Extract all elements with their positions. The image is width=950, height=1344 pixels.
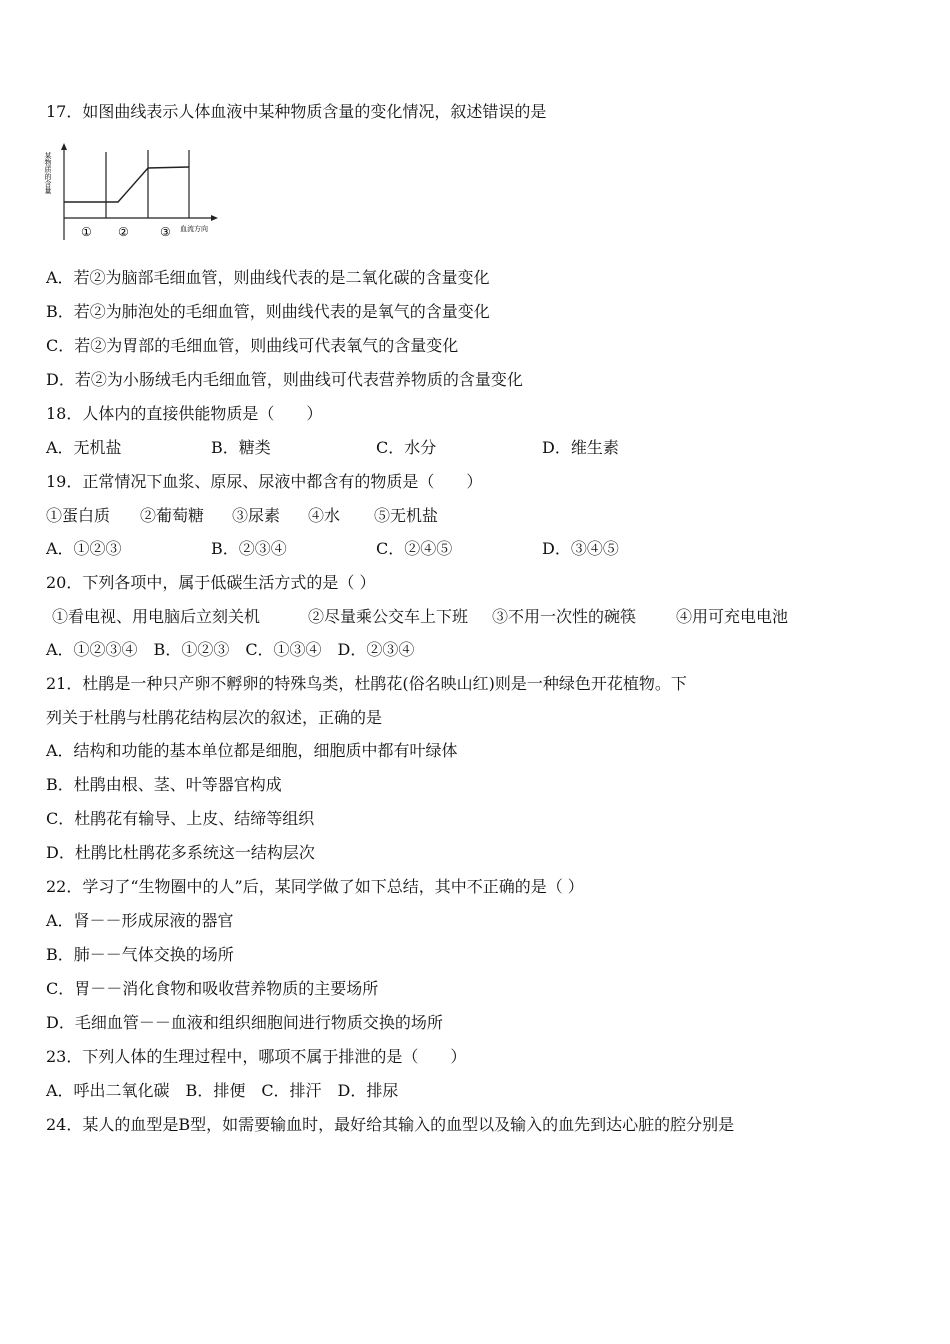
q18-option-d: D．维生素 bbox=[542, 438, 619, 457]
q20-stem: 20．下列各项中，属于低碳生活方式的是（ ） bbox=[46, 573, 376, 592]
q20-item-3: ③不用一次性的碗筷 bbox=[492, 607, 637, 626]
q18-option-b: B．糖类 bbox=[211, 438, 271, 457]
q19-option-a: A．①②③ bbox=[46, 539, 122, 558]
q21-option-b: B．杜鹃由根、茎、叶等器官构成 bbox=[46, 775, 282, 794]
q21-stem-line1: 21．杜鹃是一种只产卵不孵卵的特殊鸟类，杜鹃花(俗名映山红)则是一种绿色开花植物。下 bbox=[46, 674, 687, 693]
q17-seg-3: ③ bbox=[160, 225, 171, 239]
q20-item-1: ①看电视、用电脑后立刻关机 bbox=[52, 607, 261, 626]
q17-figure bbox=[46, 142, 221, 242]
q19-item-3: ③尿素 bbox=[232, 506, 281, 525]
q22-option-d: D．毛细血管－－血液和组织细胞间进行物质交换的场所 bbox=[46, 1013, 443, 1032]
q19-item-5: ⑤无机盐 bbox=[374, 506, 439, 525]
q18-stem: 18．人体内的直接供能物质是（ ） bbox=[46, 404, 323, 423]
q17-x-label: 血流方向 bbox=[180, 225, 208, 233]
q19-option-b: B．②③④ bbox=[211, 539, 287, 558]
q24-stem: 24．某人的血型是B型，如需要输血时，最好给其输入的血型以及输入的血先到达心脏的腔分别是 bbox=[46, 1115, 735, 1134]
q20-item-2: ②尽量乘公交车上下班 bbox=[308, 607, 469, 626]
q17-stem: 17．如图曲线表示人体血液中某种物质含量的变化情况，叙述错误的是 bbox=[46, 102, 547, 121]
q19-stem: 19．正常情况下血浆、原尿、尿液中都含有的物质是（ ） bbox=[46, 472, 483, 491]
q22-option-b: B．肺－－气体交换的场所 bbox=[46, 945, 234, 964]
q23-stem: 23．下列人体的生理过程中，哪项不属于排泄的是（ ） bbox=[46, 1047, 467, 1066]
q19-item-1: ①蛋白质 bbox=[46, 506, 111, 525]
q18-option-c: C．水分 bbox=[376, 438, 437, 457]
q21-option-a: A．结构和功能的基本单位都是细胞，细胞质中都有叶绿体 bbox=[46, 741, 458, 760]
q17-seg-2: ② bbox=[118, 225, 129, 239]
q19-option-d: D．③④⑤ bbox=[542, 539, 619, 558]
q17-y-label: 某物质的含量 bbox=[44, 152, 52, 194]
q17-option-c: C．若②为胃部的毛细血管，则曲线可代表氧气的含量变化 bbox=[46, 336, 459, 355]
q21-option-c: C．杜鹃花有输导、上皮、结缔等组织 bbox=[46, 809, 315, 828]
q21-option-d: D．杜鹃比杜鹃花多系统这一结构层次 bbox=[46, 843, 315, 862]
q18-options bbox=[46, 438, 926, 458]
q17-option-b: B．若②为肺泡处的毛细血管，则曲线代表的是氧气的含量变化 bbox=[46, 302, 490, 321]
q17-seg-1: ① bbox=[81, 225, 92, 239]
q17-option-d: D．若②为小肠绒毛内毛细血管，则曲线可代表营养物质的含量变化 bbox=[46, 370, 523, 389]
q20-options: A．①②③④ B．①②③ C．①③④ D．②③④ bbox=[46, 640, 415, 659]
q19-items bbox=[46, 506, 926, 526]
q18-option-a: A．无机盐 bbox=[46, 438, 122, 457]
q22-option-a: A．肾－－形成尿液的器官 bbox=[46, 911, 234, 930]
q17-curve bbox=[64, 167, 189, 202]
q19-item-4: ④水 bbox=[308, 506, 341, 525]
q22-stem: 22．学习了“生物圈中的人”后，某同学做了如下总结，其中不正确的是（ ） bbox=[46, 877, 584, 896]
q22-option-c: C．胃－－消化食物和吸收营养物质的主要场所 bbox=[46, 979, 379, 998]
q20-item-4: ④用可充电电池 bbox=[676, 607, 789, 626]
q21-stem-line2: 列关于杜鹃与杜鹃花结构层次的叙述，正确的是 bbox=[46, 708, 383, 727]
q17-option-a: A．若②为脑部毛细血管，则曲线代表的是二氧化碳的含量变化 bbox=[46, 268, 490, 287]
q19-item-2: ②葡萄糖 bbox=[140, 506, 205, 525]
q20-items bbox=[46, 607, 926, 627]
q19-options bbox=[46, 539, 926, 559]
q19-option-c: C．②④⑤ bbox=[376, 539, 453, 558]
q23-options: A．呼出二氧化碳 B．排便 C．排汗 D．排尿 bbox=[46, 1081, 399, 1100]
